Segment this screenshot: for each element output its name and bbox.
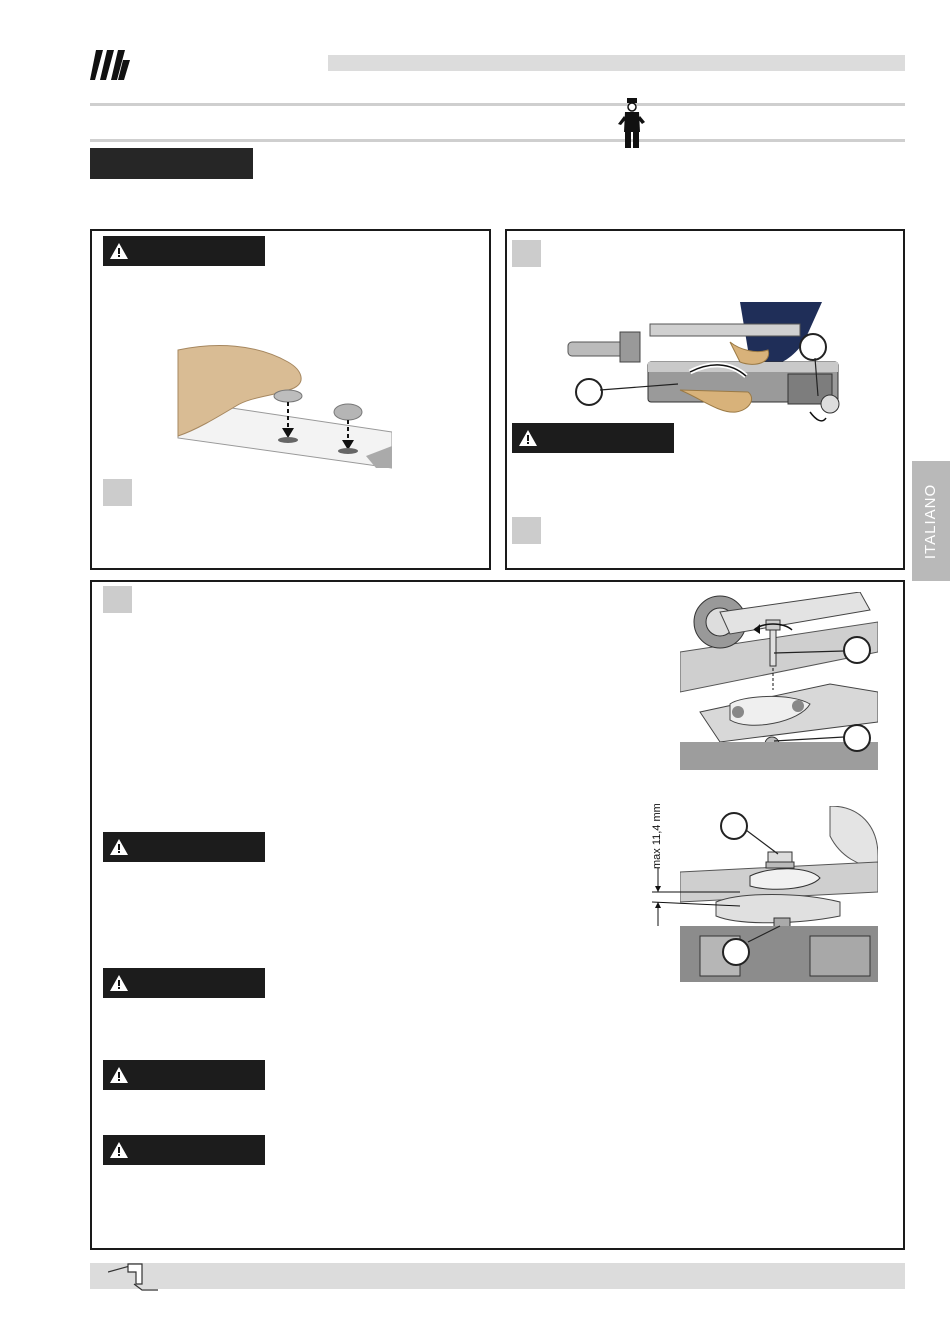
dimension-lines	[652, 868, 742, 928]
step-marker	[512, 517, 541, 544]
section-title-block	[90, 148, 253, 179]
divider-top	[90, 103, 905, 106]
warning-triangle-icon	[518, 429, 538, 447]
hand-pressing-caps-illustration	[176, 340, 392, 470]
warning-banner	[103, 1060, 265, 1090]
divider-bottom	[90, 139, 905, 142]
callout-circle	[843, 724, 871, 752]
warning-banner	[103, 968, 265, 998]
callout-circle	[575, 378, 603, 406]
leader-line	[812, 358, 822, 398]
language-tab[interactable]	[912, 461, 950, 581]
hydraulic-cylinder-illustration	[560, 302, 850, 430]
header-bar	[328, 55, 905, 71]
leader-lines	[774, 645, 846, 745]
warning-triangle-icon	[109, 974, 129, 992]
callout-circle	[799, 333, 827, 361]
brand-logo-icon	[90, 48, 130, 82]
warning-banner	[103, 1135, 265, 1165]
footer-bar	[90, 1263, 905, 1289]
language-tab-label: ITALIANO	[922, 483, 940, 559]
step-marker	[103, 586, 132, 613]
warning-triangle-icon	[109, 838, 129, 856]
warning-triangle-icon	[109, 1141, 129, 1159]
mechanic-figure-icon	[618, 98, 646, 150]
warning-triangle-icon	[109, 242, 129, 260]
warning-banner	[512, 423, 674, 453]
warning-banner	[103, 832, 265, 862]
dimension-label: max 11,4 mm	[651, 803, 663, 869]
leader-line	[600, 382, 680, 392]
step-marker	[512, 240, 541, 267]
warning-banner	[103, 236, 265, 266]
callout-circle	[843, 636, 871, 664]
tool-hand-icon	[108, 1262, 160, 1292]
step-marker	[103, 479, 132, 506]
leader-lines	[744, 826, 784, 948]
warning-triangle-icon	[109, 1066, 129, 1084]
